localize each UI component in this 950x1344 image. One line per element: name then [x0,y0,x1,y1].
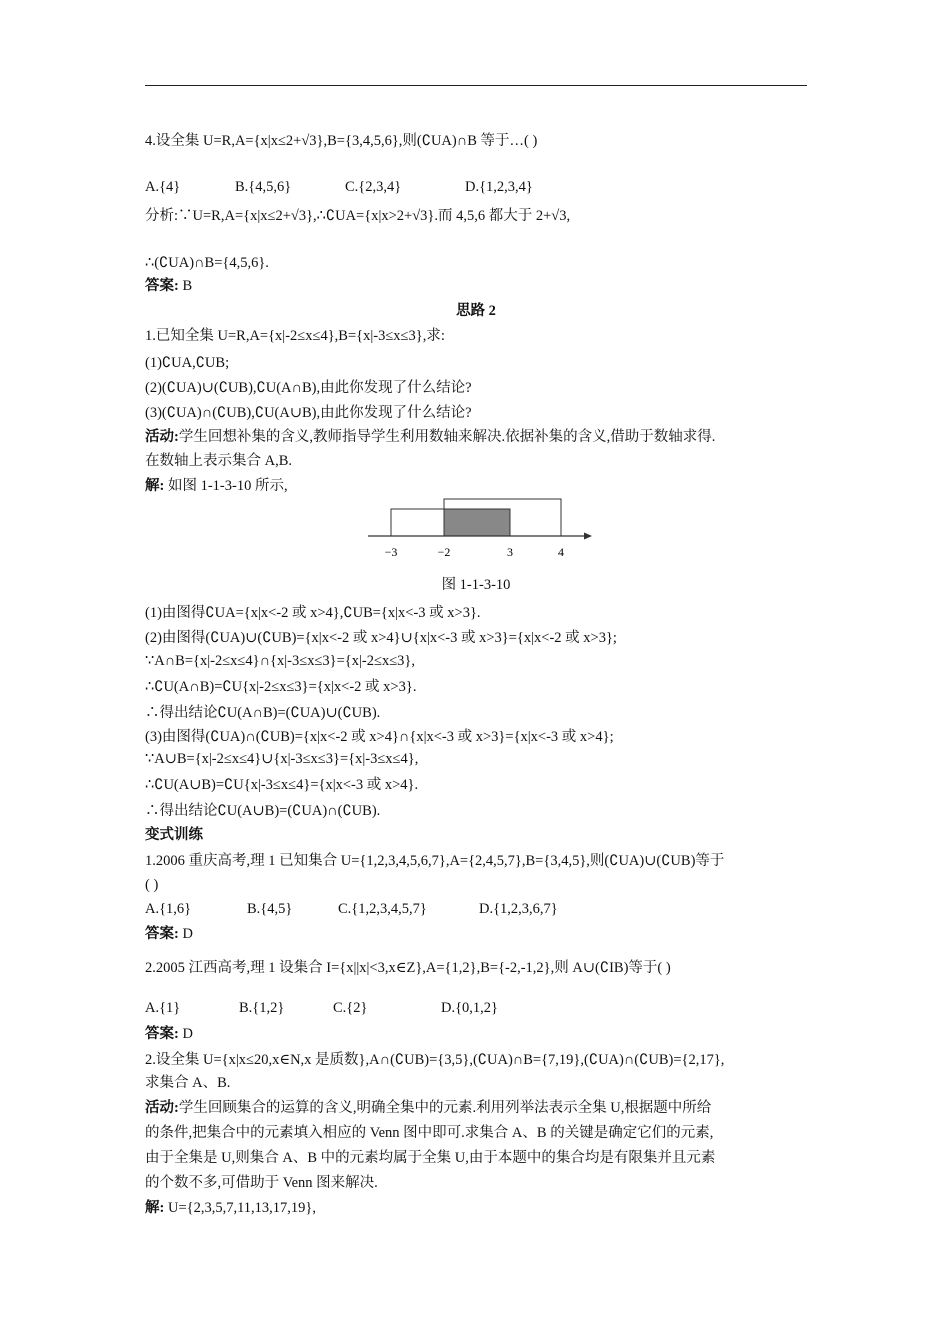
answer-label: 答案: [145,1026,179,1042]
v1-answer [145,924,193,944]
p1-sub1: (1)∁UA,∁UB; [145,355,230,371]
solution-line: ∵A∩B={x|-2≤x≤4}∩{x|-3≤x≤3}={x|-2≤x≤3}, [145,653,415,669]
tick-label: −3 [384,545,398,559]
option-a: A.{1,6} [145,901,192,917]
p2-activity [145,1098,711,1118]
option-d: D.{1,2,3,4} [465,179,533,195]
answer-value: D [182,926,193,942]
solution-text: 如图 1-1-3-10 所示, [167,478,288,494]
header-rule [145,85,807,86]
option-d: D.{1,2,3,6,7} [479,901,558,917]
activity-text: 学生回顾集合的运算的含义,明确全集中的元素.利用列举法表示全集 U,根据题中所给 [178,1100,712,1116]
v1-stem: 1.2006 重庆高考,理 1 已知集合 U={1,2,3,4,5,6,7},A={2,4,5,7},B={3,4,5},则(∁UA)∪(∁UB)等于 [145,853,725,869]
q4-analysis: 分析:∵U=R,A={x|x≤2+√3},∴∁UA={x|x>2+√3}.而 4,5,6 都大于 2+√3, [145,208,571,224]
q4-conclusion: ∴(∁UA)∩B={4,5,6}. [145,255,269,271]
solution-line: ∵A∪B={x|-2≤x≤4}∪{x|-3≤x≤3}={x|-3≤x≤4}, [145,751,419,767]
p2-activity-cont: 的个数不多,可借助于 Venn 图来解决. [145,1175,378,1191]
activity-label: 活动: [145,429,179,445]
answer-value: D [182,1026,193,1042]
q4-stem: 4.设全集 U=R,A={x|x≤2+√3},B={3,4,5,6},则(∁UA)∩B 等于…( ) [145,133,538,149]
activity-text: 学生回想补集的含义,教师指导学生利用数轴来解决.依据补集的含义,借助于数轴求得. [178,429,716,445]
option-c: C.{2} [333,1000,368,1016]
option-d: D.{0,1,2} [441,1000,499,1016]
solution-line: ∴∁U(A∩B)=∁U{x|-2≤x≤3}={x|x<-2 或 x>3}. [145,679,417,695]
option-b: B.{4,5,6} [235,179,292,195]
solution-label: 解: [145,1200,165,1216]
v2-options [145,998,498,1018]
q4-answer [145,276,192,296]
p1-activity [145,427,715,447]
v2-answer [145,1024,193,1044]
axis-arrow [584,533,592,540]
solution-line: ∴得出结论∁U(A∩B)=(∁UA)∪(∁UB). [145,705,381,721]
section-title: 思路 2 [456,303,496,319]
p2-solution [145,1198,316,1218]
variant-title: 变式训练 [145,827,203,843]
solution-line: ∴得出结论∁U(A∪B)=(∁UA)∩(∁UB). [145,803,381,819]
activity-label: 活动: [145,1100,179,1116]
option-c: C.{2,3,4} [345,179,402,195]
p1-solution [145,476,288,496]
solution-line: (2)由图得(∁UA)∪(∁UB)={x|x<-2 或 x>4}∪{x|x<-3 或 x>3}={x|x<-2 或 x>3}; [145,630,617,646]
v2-stem: 2.2005 江西高考,理 1 设集合 I={x||x|<3,x∈Z},A={1,2},B={-2,-1,2},则 A∪(∁IB)等于( ) [145,960,671,976]
v1-options [145,899,558,919]
number-line-figure [360,495,600,567]
answer-label: 答案: [145,278,179,294]
option-b: B.{4,5} [247,901,293,917]
p2-stem: 2.设全集 U={x|x≤20,x∈N,x 是质数},A∩(∁UB)={3,5},(∁UA)∩B={7,19},(∁UA)∩(∁UB)={2,17}, [145,1052,725,1068]
tick-label: 3 [507,545,513,559]
p2-activity-cont: 的条件,把集合中的元素填入相应的 Venn 图中即可.求集合 A、B 的关键是确定它们的元素, [145,1125,714,1141]
figure-caption: 图 1-1-3-10 [441,577,511,593]
p2-stem-cont: 求集合 A、B. [145,1075,231,1091]
option-a: A.{4} [145,179,181,195]
tick-label: 4 [558,545,564,559]
solution-line: (1)由图得∁UA={x|x<-2 或 x>4},∁UB={x|x<-3 或 x>3}. [145,605,481,621]
option-b: B.{1,2} [239,1000,285,1016]
solution-label: 解: [145,478,165,494]
p2-activity-cont: 由于全集是 U,则集合 A、B 中的元素均属于全集 U,由于本题中的集合均是有限集并且元素 [145,1150,716,1166]
v1-stem-cont: ( ) [145,877,159,893]
tick-label: −2 [437,545,451,559]
intersection-shading [444,509,510,536]
p1-stem: 1.已知全集 U=R,A={x|-2≤x≤4},B={x|-3≤x≤3},求: [145,328,445,344]
option-a: A.{1} [145,1000,181,1016]
p1-activity-cont: 在数轴上表示集合 A,B. [145,453,293,469]
p1-sub3: (3)(∁UA)∩(∁UB),∁U(A∪B),由此你发现了什么结论? [145,405,472,421]
p1-sub2: (2)(∁UA)∪(∁UB),∁U(A∩B),由此你发现了什么结论? [145,380,472,396]
solution-line: (3)由图得(∁UA)∩(∁UB)={x|x<-2 或 x>4}∩{x|x<-3 或 x>3}={x|x<-3 或 x>4}; [145,729,614,745]
answer-value: B [182,278,193,294]
solution-line: ∴∁U(A∪B)=∁U{x|-3≤x≤4}={x|x<-3 或 x>4}. [145,777,419,793]
q4-options [145,177,533,197]
answer-label: 答案: [145,926,179,942]
solution-text: U={2,3,5,7,11,13,17,19}, [167,1200,316,1216]
option-c: C.{1,2,3,4,5,7} [338,901,427,917]
